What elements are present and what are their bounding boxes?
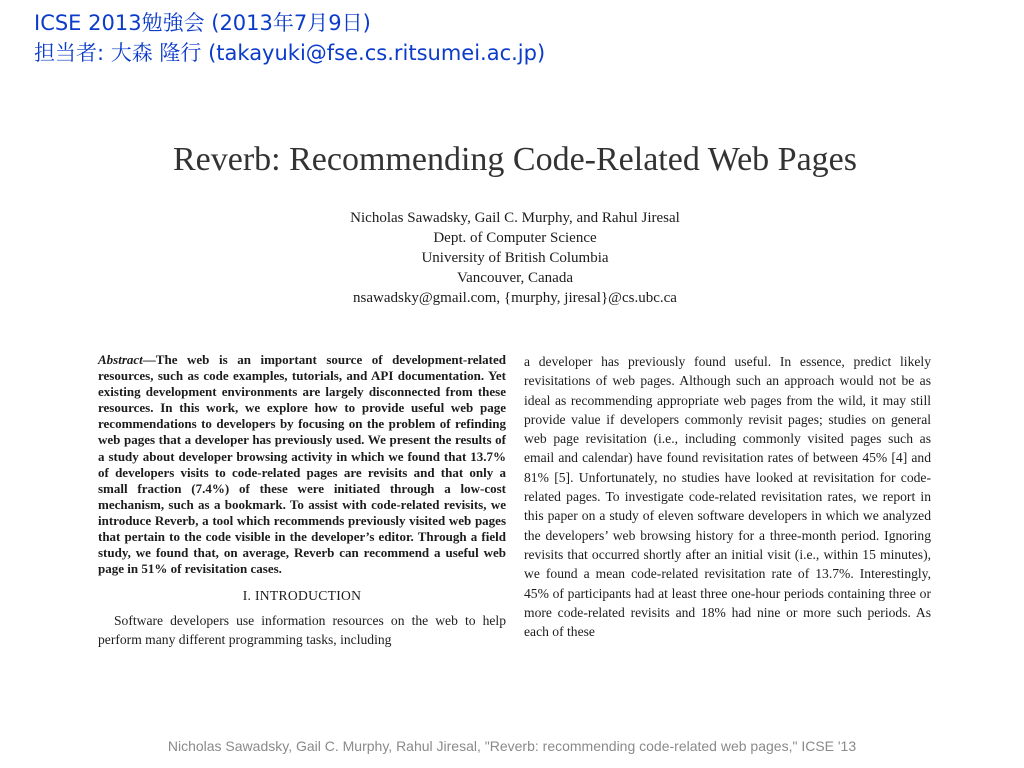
right-column xyxy=(524,352,931,641)
author-names: Nicholas Sawadsky, Gail C. Murphy, and Rahul Jiresal xyxy=(350,210,680,226)
affiliation-dept: Dept. of Computer Science xyxy=(433,230,597,246)
paper-title: Reverb: Recommending Code-Related Web Pages xyxy=(172,141,858,178)
citation-footer: Nicholas Sawadsky, Gail C. Murphy, Rahul Jiresal, "Reverb: recommending code-related web pages," ICSE '13 xyxy=(167,738,857,754)
intro-text: Software developers use information resources on the web to help perform many different programming tasks, including xyxy=(98,612,506,647)
abstract-text: —The web is an important source of development-related resources, such as code examples, tutorials, and API documentation. Yet existing development environments are largely disconnected from these resources. In this work, we explore how to provide useful web page recommendations to developers by focusing on the problem of refinding web pages that a developer has previously used. We present the results of a study about developer browsing activity in which we found that 13.7% of developers visits to code-related pages are revisits and that only a small fraction (7.4%) of these were initiated through a low-cost mechanism, such as a bookmark. To assist with code-related revisits, we introduce Reverb, a tool which recommends previously visited web pages that pertain to the code visible in the developer’s editor. Through a field study, we found that, on average, Reverb can recommend a useful web page in 51% of revisitation cases. xyxy=(98,352,506,577)
abstract xyxy=(98,352,506,577)
section-heading: I. INTRODUCTION xyxy=(242,588,362,604)
presenter-line: 担当者: 大森 隆行 (takayuki@fse.cs.ritsumei.ac.jp) xyxy=(34,41,546,65)
paper-image xyxy=(96,138,934,688)
author-block xyxy=(96,208,934,308)
slide-title: ICSE 2013勉強会 (2013年7月9日) xyxy=(34,11,371,35)
author-emails: nsawadsky@gmail.com, {murphy, jiresal}@cs.ubc.ca xyxy=(353,290,677,306)
right-column-text: a developer has previously found useful. In essence, predict likely revisitations of web pages. Although such an approach would not be as ideal as recommending appropriate web pages from the wild, it may still provide value if developers commonly revisit pages; studies on general web page revisitation (i.e., including commonly visited pages such as email and calendar) have found revisitation rates of between 45% [4] and 81% [5]. Unfortunately, no studies have looked at revisitation for code-related pages. To investigate code-related revisitation rates, we report in this paper on a study of eleven software developers in which we analyzed the developers’ web browsing history for a three-month period. Ignoring revisits that occurred shortly after an initial visit (i.e., within 15 minutes), we found a mean code-related revisitation rate of 13.7%. Interestingly, 45% of participants had at least three one-hour periods containing three or more code-related revisits and 18% had nine or more such periods. As each of these xyxy=(524,354,931,640)
slide-header xyxy=(34,8,545,68)
affiliation-location: Vancouver, Canada xyxy=(456,270,573,286)
left-column xyxy=(98,352,506,649)
affiliation-university: University of British Columbia xyxy=(421,250,609,266)
abstract-label: Abstract xyxy=(98,352,143,367)
